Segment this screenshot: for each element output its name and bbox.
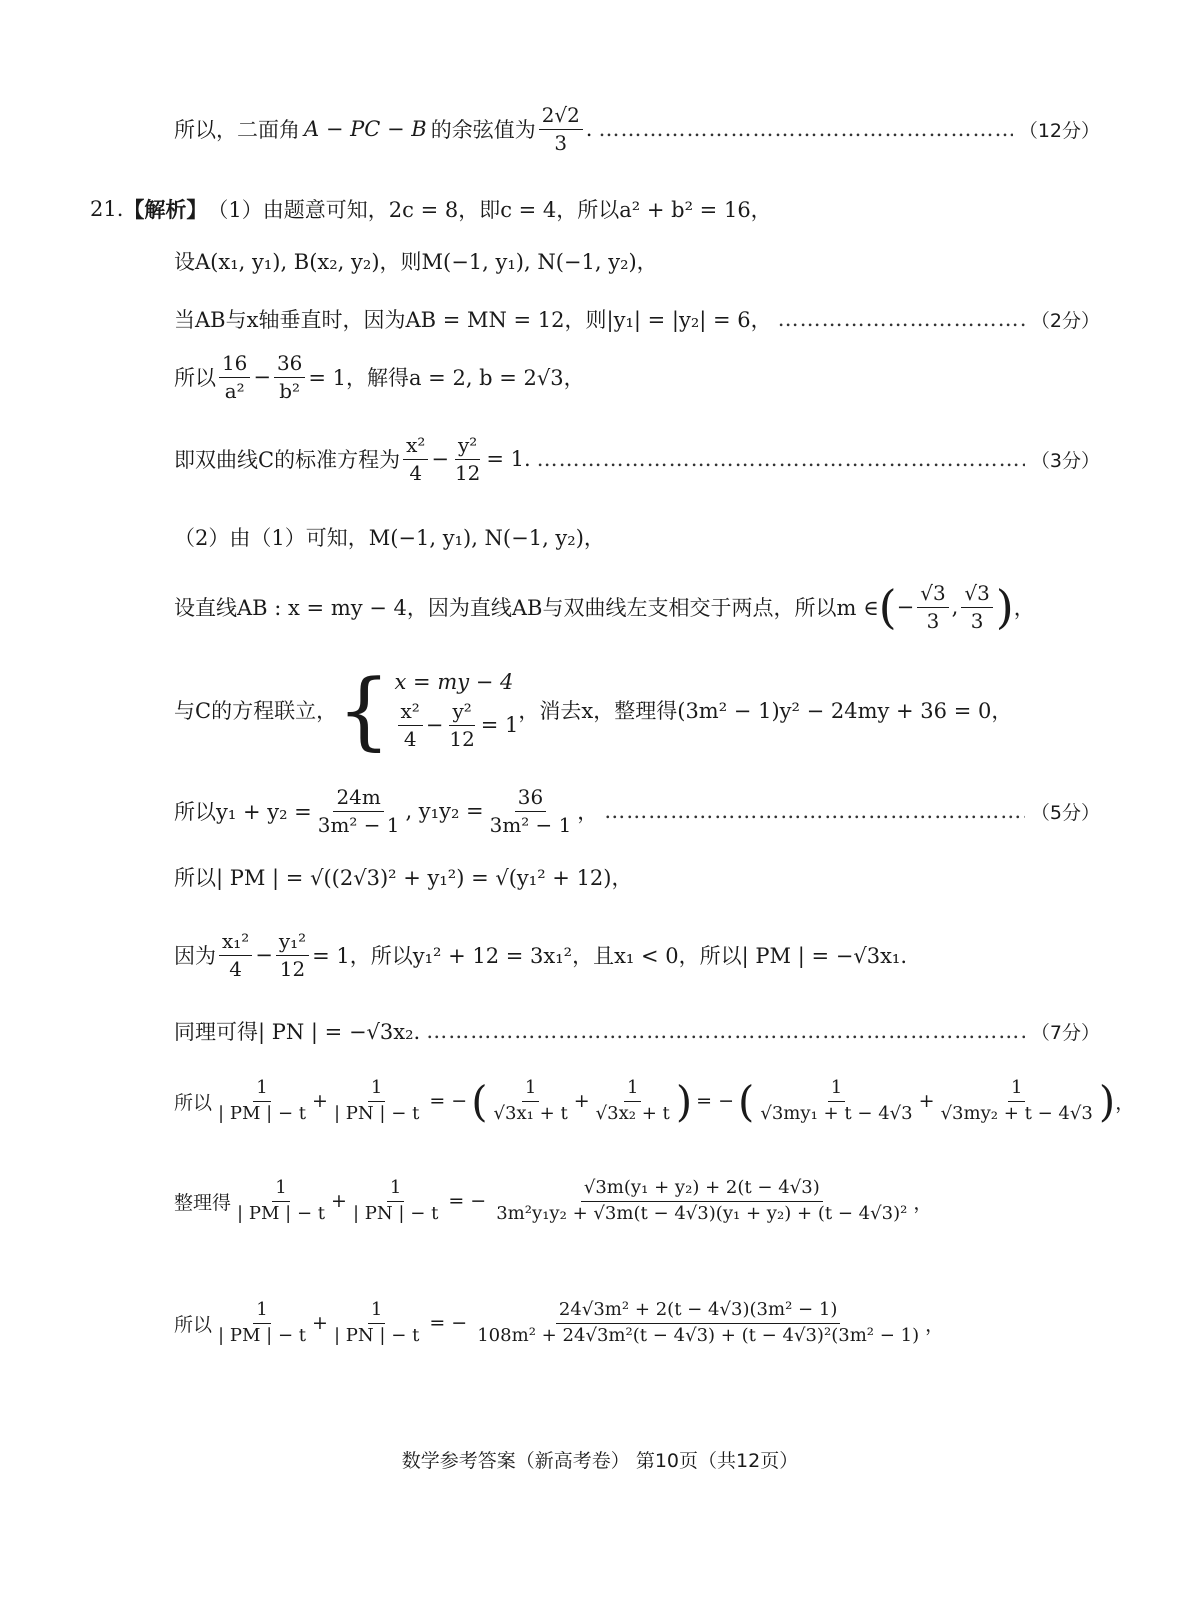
text: = 1. (486, 447, 531, 472)
text: 同理可得| PN | = −√3x₂. (174, 1020, 421, 1044)
fraction: $\frac{√3}{3}$ (961, 582, 992, 633)
text: 设直线AB : x = my − 4，因为直线AB与双曲线左支相交于两点，所以m ∈ (174, 596, 879, 621)
text: 所以| PM | = √((2√3)² + y₁²) = √(y₁² + 12)， (174, 866, 633, 890)
math: A − PC − B (304, 117, 427, 142)
fraction: $\frac{16}{\text{a²}}$ (219, 352, 250, 403)
fraction: $\frac{1}{| PM | - t}$ (218, 1299, 307, 1346)
fraction: $\frac{1}{| PM | - t}$ (237, 1177, 326, 1224)
text: 所以 (174, 366, 216, 391)
simplified-line: 整理得 $\frac{1}{| PM | - t}$ + $\frac{1}{| PN | - t}$ = − $\frac{\text{√3m(y₁ + y₂) + 2(t − 4√3)}}{\text{3m²y₁y₂ + √3m(t − 4√3)(y₁ + y₂) + (t − 4√3)²}}$ ， (174, 1177, 933, 1224)
fraction: $\frac{\text{y₁²}}{12}$ (276, 930, 309, 981)
fraction: $\frac{\text{x²}}{4}$ (403, 434, 428, 485)
fraction: $\frac{1}{\text{√3x₂ + t}}$ (595, 1077, 670, 1124)
score-label: （3分） (1030, 449, 1100, 472)
text: 即双曲线C的标准方程为 (174, 448, 401, 473)
text: （1）由题意可知，2c = 8，即c = 4，所以a² + b² = 16， (207, 198, 772, 222)
fraction: $\frac{36}{\text{3m² − 1}}$ (489, 785, 572, 837)
text: , y₁y₂ = (405, 799, 484, 824)
text: 的余弦值为 (430, 118, 536, 143)
set-points-line (174, 246, 1100, 276)
text: 所以，二面角 (174, 118, 300, 143)
problem-number: 21. (90, 197, 124, 221)
part-2-line (174, 522, 1100, 552)
vieta-line (174, 786, 1100, 837)
vertical-ab-line (174, 304, 1100, 334)
dot-leader (778, 307, 1025, 331)
score-label: （5分） (1030, 801, 1100, 824)
pn-length-line (174, 1016, 1100, 1046)
substituted-line: 所以 $\frac{1}{| PM | - t}$ + $\frac{1}{| PN | - t}$ = − $\frac{\text{24√3m² + 2(t − 4√3)(3m² − 1)}}{\text{108m² + 24√3m²(t − 4√3) + (t − 4√3)²(3m² − 1)}}$ ， (174, 1299, 945, 1346)
score-label: （2分） (1030, 309, 1100, 332)
text: 所以 (174, 1313, 213, 1336)
text: 整理得 (174, 1191, 232, 1214)
fraction: $\frac{1}{| PN | - t}$ (333, 1299, 420, 1346)
fraction: $\frac{1}{\text{√3my₂ + t − 4√3}}$ (940, 1077, 1093, 1124)
text: ， (577, 800, 599, 825)
dihedral-angle-line (174, 104, 1100, 155)
text: = 1，解得a = 2, b = 2√3， (308, 366, 585, 391)
fraction: $\frac{\text{√3m(y₁ + y₂) + 2(t − 4√3)}}{\text{3m²y₁y₂ + √3m(t − 4√3)(y₁ + y₂) + (t − 4√3)²}}$ (496, 1177, 908, 1224)
text: 设A(x₁, y₁), B(x₂, y₂)，则M(−1, y₁), N(−1, y₂)， (174, 250, 658, 274)
page-footer: 数学参考答案（新高考卷） 第10页（共12页） (401, 1450, 799, 1472)
fraction: $\frac{1}{\text{√3x₁ + t}}$ (493, 1077, 568, 1124)
text: （2）由（1）可知，M(−1, y₁), N(−1, y₂)， (174, 526, 605, 550)
text: . (585, 117, 593, 142)
fraction: $\frac{1}{\text{√3my₁ + t − 4√3}}$ (760, 1077, 913, 1124)
equation-system: { x = my − 4 $\frac{\text{x²}}{4}$ − $\frac{\text{y²}}{12}$ = 1 (337, 661, 519, 759)
text: 当AB与x轴垂直时，因为AB = MN = 12，则|y₁| = |y₂| = 6， (174, 308, 772, 332)
fraction: $\frac{\text{y²}}{12}$ (454, 433, 481, 485)
fraction: $\frac{\text{24√3m² + 2(t − 4√3)(3m² − 1)}}{\text{108m² + 24√3m²(t − 4√3) + (t − 4√3)²(3m² − 1)}}$ (477, 1299, 920, 1346)
fraction: $\frac{1}{| PN | - t}$ (352, 1177, 439, 1224)
fraction: $\frac{2√2}{3}$ (539, 104, 583, 155)
fraction: $\frac{36}{\text{b²}}$ (274, 352, 305, 403)
text: 与C的方程联立， (174, 699, 338, 723)
text: ，消去x，整理得(3m² − 1)y² − 24my + 36 = 0， (518, 699, 1013, 723)
score-label: （7分） (1030, 1021, 1100, 1044)
reciprocal-sum-line: 所以 $\frac{1}{| PM | - t}$ + $\frac{1}{| PN | - t}$ = − ( $\frac{1}{\text{√3x₁ + t}}$ + $\frac{1}{\text{√3x₂ + t}}$ ) = − ( $\frac{1}{\text{√3my₁ + t − 4√3}}$ + $\frac{1}{\text{√3my₂ + t − 4√3}}$ ) ， (174, 1076, 1135, 1126)
fraction: $\frac{24m}{\text{3m² − 1}}$ (317, 785, 400, 837)
text: 所以 (174, 1091, 213, 1114)
fraction: $\frac{\text{x₁²}}{4}$ (219, 930, 252, 981)
pm-length-line (174, 862, 1100, 892)
text: 所以y₁ + y₂ = (174, 800, 312, 825)
dot-leader (426, 1019, 1025, 1043)
solve-ab-line: 所以 $\frac{16}{\text{a²}}$ − $\frac{36}{\text{b²}}$ = 1，解得a = 2, b = 2√3， (174, 351, 585, 403)
fraction: $\frac{1}{| PM | - t}$ (218, 1077, 307, 1124)
simultaneous-equations-line (174, 661, 1100, 759)
analysis-tag: 【解析】 (123, 198, 208, 222)
because-line: 因为 $\frac{\text{x₁²}}{4}$ − $\frac{\text{y₁²}}{12}$ = 1，所以y₁² + 12 = 3x₁²，且x₁ < 0，所以| PM | = −√3x₁. (174, 929, 908, 981)
score-label: （12分） (1018, 119, 1100, 142)
fraction: $\frac{1}{| PN | - t}$ (333, 1077, 420, 1124)
dot-leader (598, 117, 1012, 141)
dot-leader (537, 447, 1025, 471)
fraction: $\frac{√3}{3}$ (917, 582, 948, 633)
problem-21-header (90, 194, 1100, 224)
text: 因为 (174, 944, 216, 969)
line-ab-setup: 设直线AB : x = my − 4，因为直线AB与双曲线左支相交于两点，所以m ∈ ( − $\frac{√3}{3}$ , $\frac{√3}{3}$ ) ， (174, 579, 1035, 634)
standard-equation-line: 即双曲线C的标准方程为 $\frac{\text{x²}}{4}$ − $\frac{\text{y²}}{12}$ = 1. ………………………………………………………………………………………………………………………………………………………………… （3分） (174, 434, 1100, 485)
dot-leader (604, 799, 1025, 823)
text: = 1，所以y₁² + 12 = 3x₁²，且x₁ < 0，所以| PM | = −√3x₁. (312, 944, 908, 969)
